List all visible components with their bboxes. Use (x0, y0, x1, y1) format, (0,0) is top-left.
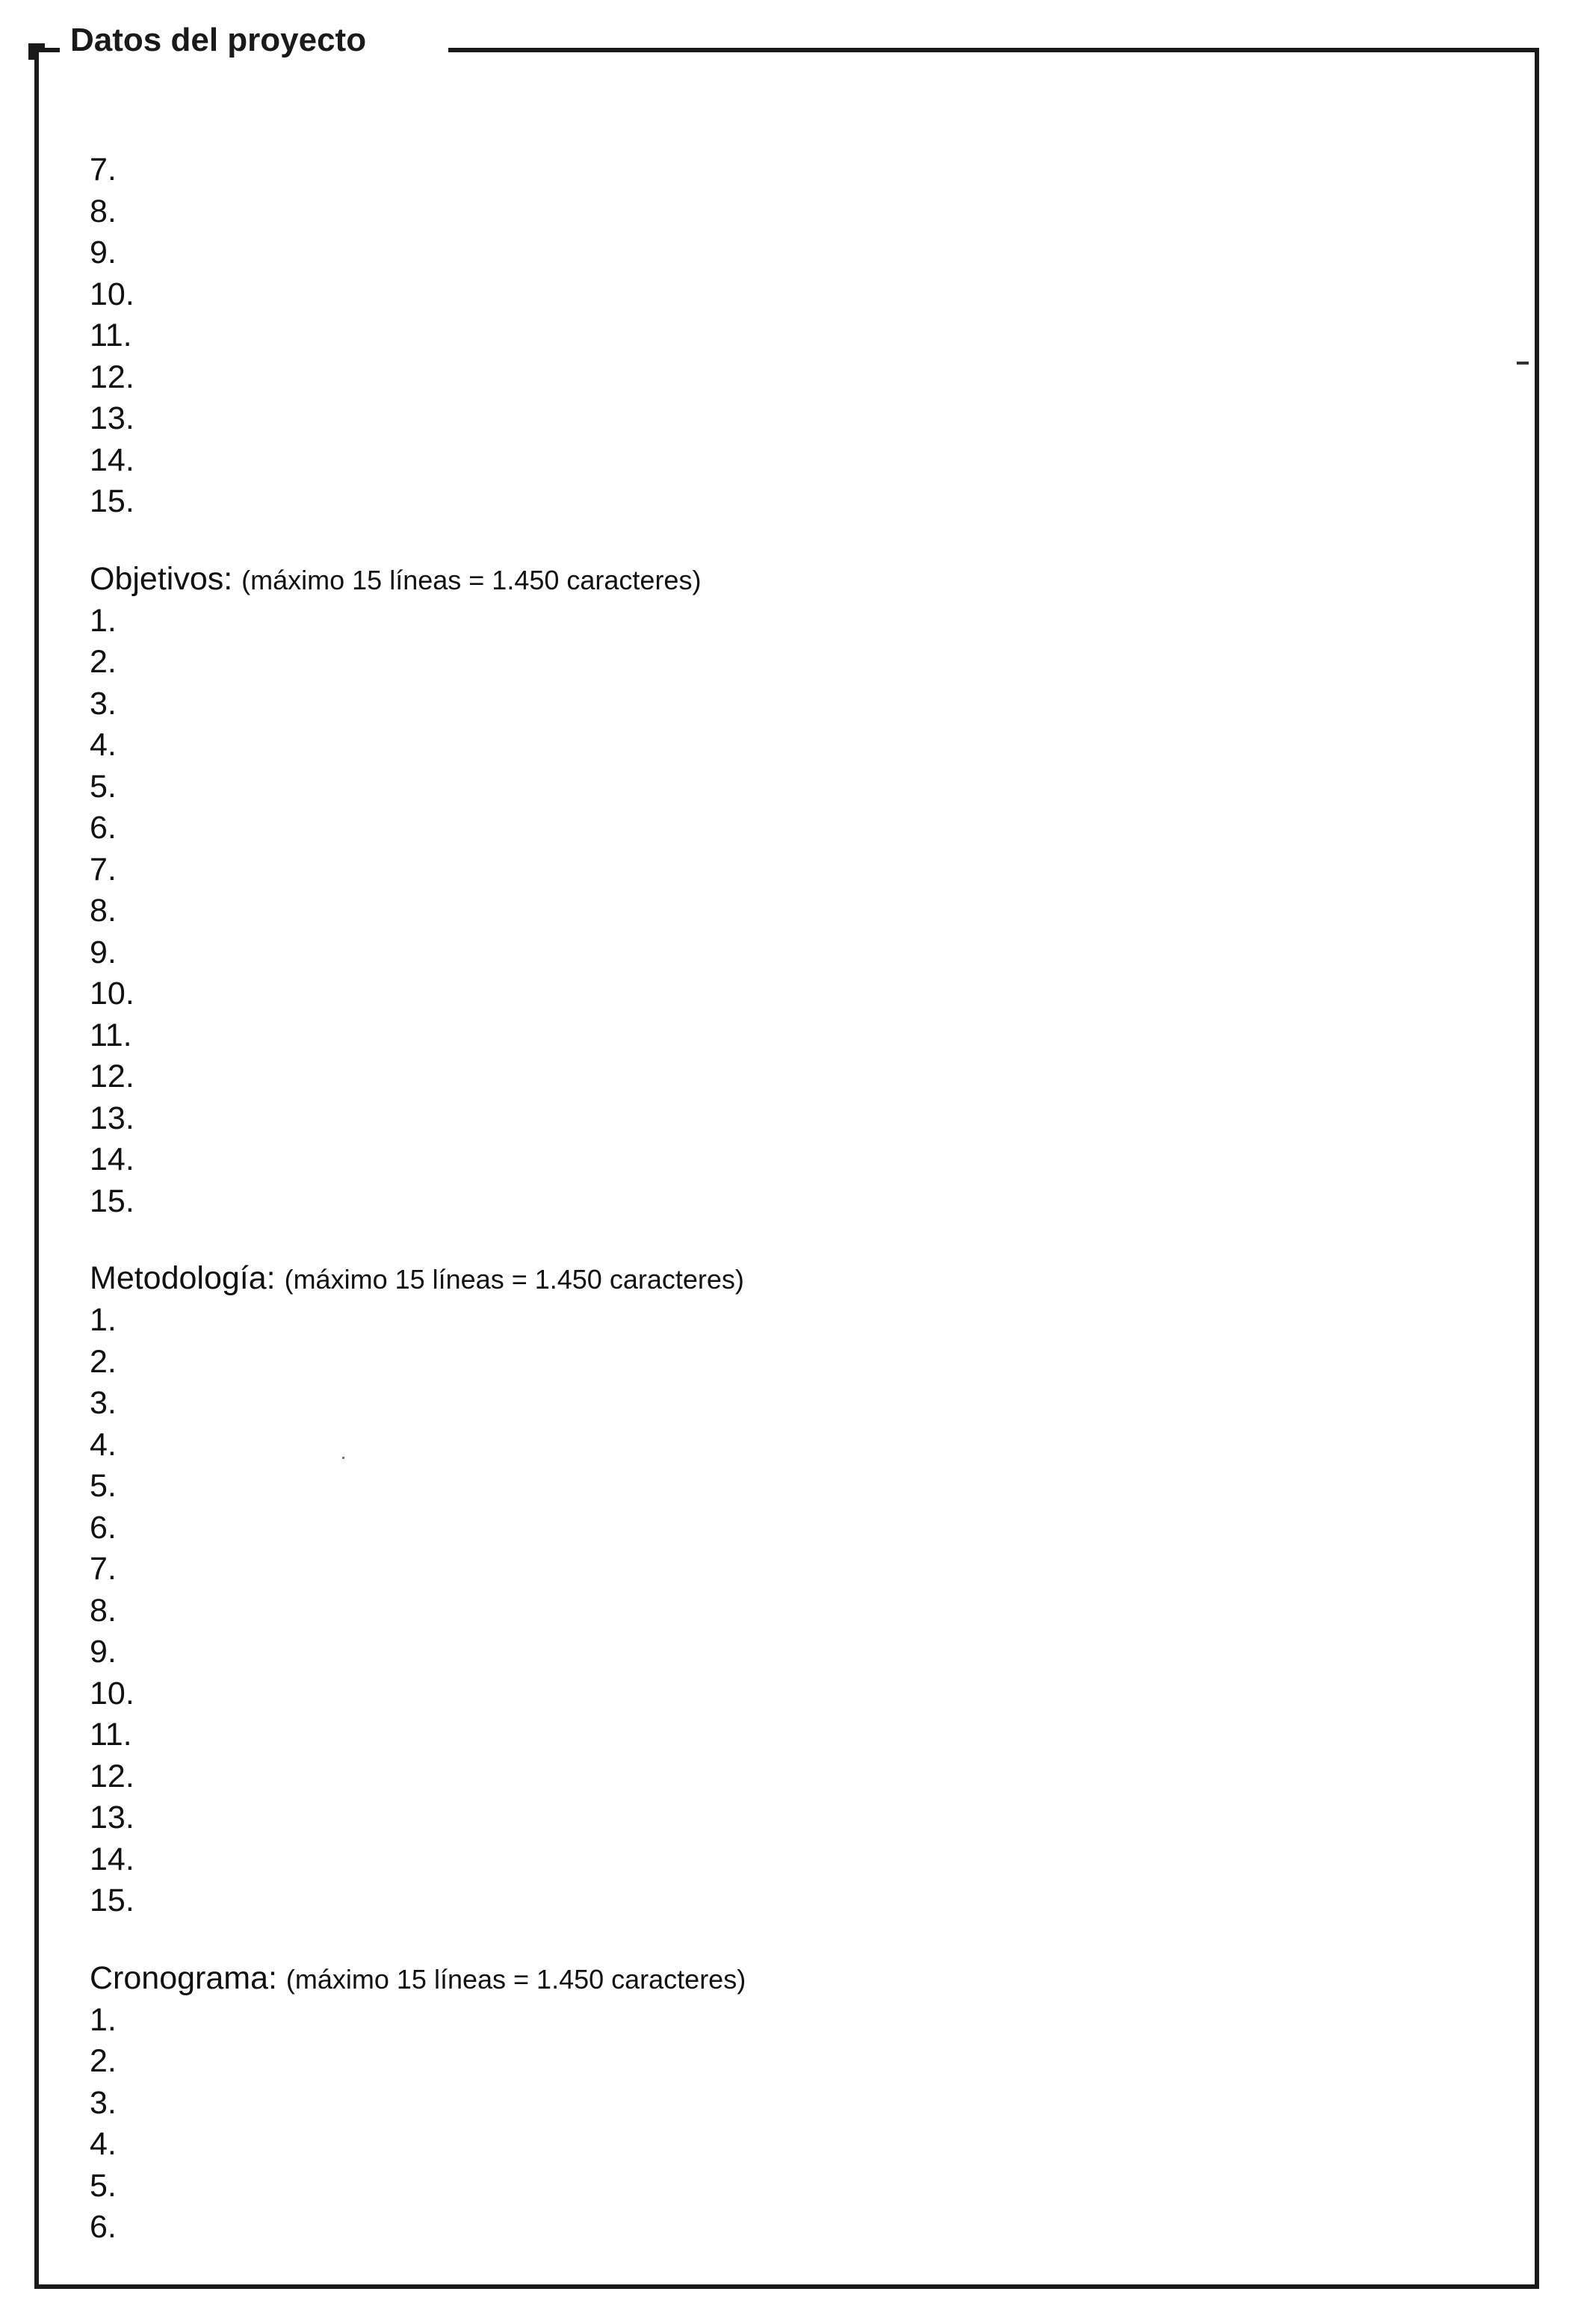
numbered-line[interactable]: 13. (90, 400, 134, 436)
section-spacer (90, 523, 1494, 557)
section-length-note: (máximo 15 líneas = 1.450 caracteres) (285, 1963, 746, 1995)
section-heading-label: Metodología: (90, 1260, 276, 1296)
numbered-line[interactable]: 5. (90, 1468, 117, 1504)
numbered-line[interactable]: 7. (90, 851, 117, 887)
section-length-note: (máximo 15 líneas = 1.450 caracteres) (241, 564, 702, 595)
section-spacer (90, 1222, 1494, 1256)
numbered-line[interactable]: 1. (90, 2001, 117, 2038)
numbered-line[interactable]: 4. (90, 727, 117, 763)
numbered-line[interactable]: 13. (90, 1800, 134, 1835)
numbered-line[interactable]: 13. (90, 1100, 134, 1136)
section-heading-label: Cronograma: (90, 1959, 277, 1996)
section-spacer (90, 1922, 1494, 1956)
numbered-line[interactable]: 11. (90, 1017, 132, 1053)
numbered-line[interactable]: 6. (90, 1509, 117, 1546)
numbered-line[interactable]: 9. (90, 235, 117, 270)
numbered-line[interactable]: 12. (90, 359, 134, 395)
numbered-line[interactable]: 6. (90, 2209, 117, 2245)
numbered-line[interactable]: 5. (90, 768, 117, 805)
numbered-line[interactable]: 7. (90, 1551, 117, 1587)
section-heading (90, 1956, 1494, 2000)
numbered-line[interactable]: 1. (90, 1302, 117, 1338)
numbered-line[interactable]: 3. (90, 1385, 117, 1421)
numbered-line[interactable]: 14. (90, 1141, 134, 1177)
section-heading (90, 1256, 1494, 1300)
numbered-line[interactable]: 15. (90, 1883, 134, 1918)
numbered-line[interactable]: 11. (90, 1717, 132, 1753)
numbered-line[interactable]: 2. (90, 1343, 117, 1380)
form-sections (90, 523, 1494, 2249)
numbered-line[interactable]: 2. (90, 2043, 117, 2079)
numbered-line[interactable]: 5. (90, 2167, 117, 2204)
numbered-line[interactable]: 8. (90, 1592, 117, 1629)
numbered-line[interactable]: 3. (90, 2084, 117, 2121)
numbered-line[interactable]: 10. (90, 1675, 134, 1711)
numbered-line[interactable]: 14. (90, 1841, 134, 1877)
numbered-line[interactable]: 12. (90, 1059, 134, 1094)
numbered-line[interactable]: 4. (90, 1426, 117, 1463)
stray-pen-mark (1517, 362, 1529, 365)
numbered-line[interactable]: 7. (90, 152, 117, 188)
numbered-line[interactable]: 10. (90, 976, 134, 1011)
section-heading (90, 557, 1494, 601)
numbered-line[interactable]: 6. (90, 810, 117, 846)
numbered-line[interactable]: 4. (90, 2126, 117, 2162)
numbered-line[interactable]: 9. (90, 1634, 117, 1670)
form-content (90, 149, 1494, 2249)
numbered-line[interactable]: 15. (90, 483, 134, 519)
section-length-note: (máximo 15 líneas = 1.450 caracteres) (284, 1264, 744, 1295)
section-title: Datos del proyecto (70, 22, 367, 58)
numbered-line[interactable]: 12. (90, 1758, 134, 1794)
numbered-line[interactable]: 8. (90, 893, 117, 929)
numbered-line[interactable]: 9. (90, 934, 117, 970)
continued-numbered-lines (90, 149, 1494, 523)
section-heading-label: Objetivos: (90, 560, 233, 597)
numbered-line[interactable]: 8. (90, 193, 117, 229)
numbered-line[interactable]: 14. (90, 441, 134, 478)
numbered-line[interactable]: 3. (90, 685, 117, 722)
numbered-line[interactable]: 1. (90, 602, 117, 639)
numbered-line[interactable]: 11. (90, 317, 132, 353)
numbered-line[interactable]: 10. (90, 276, 134, 312)
frame-corner-mark-vertical (28, 43, 34, 60)
numbered-line[interactable]: 2. (90, 644, 117, 680)
numbered-line[interactable]: 15. (90, 1183, 134, 1219)
